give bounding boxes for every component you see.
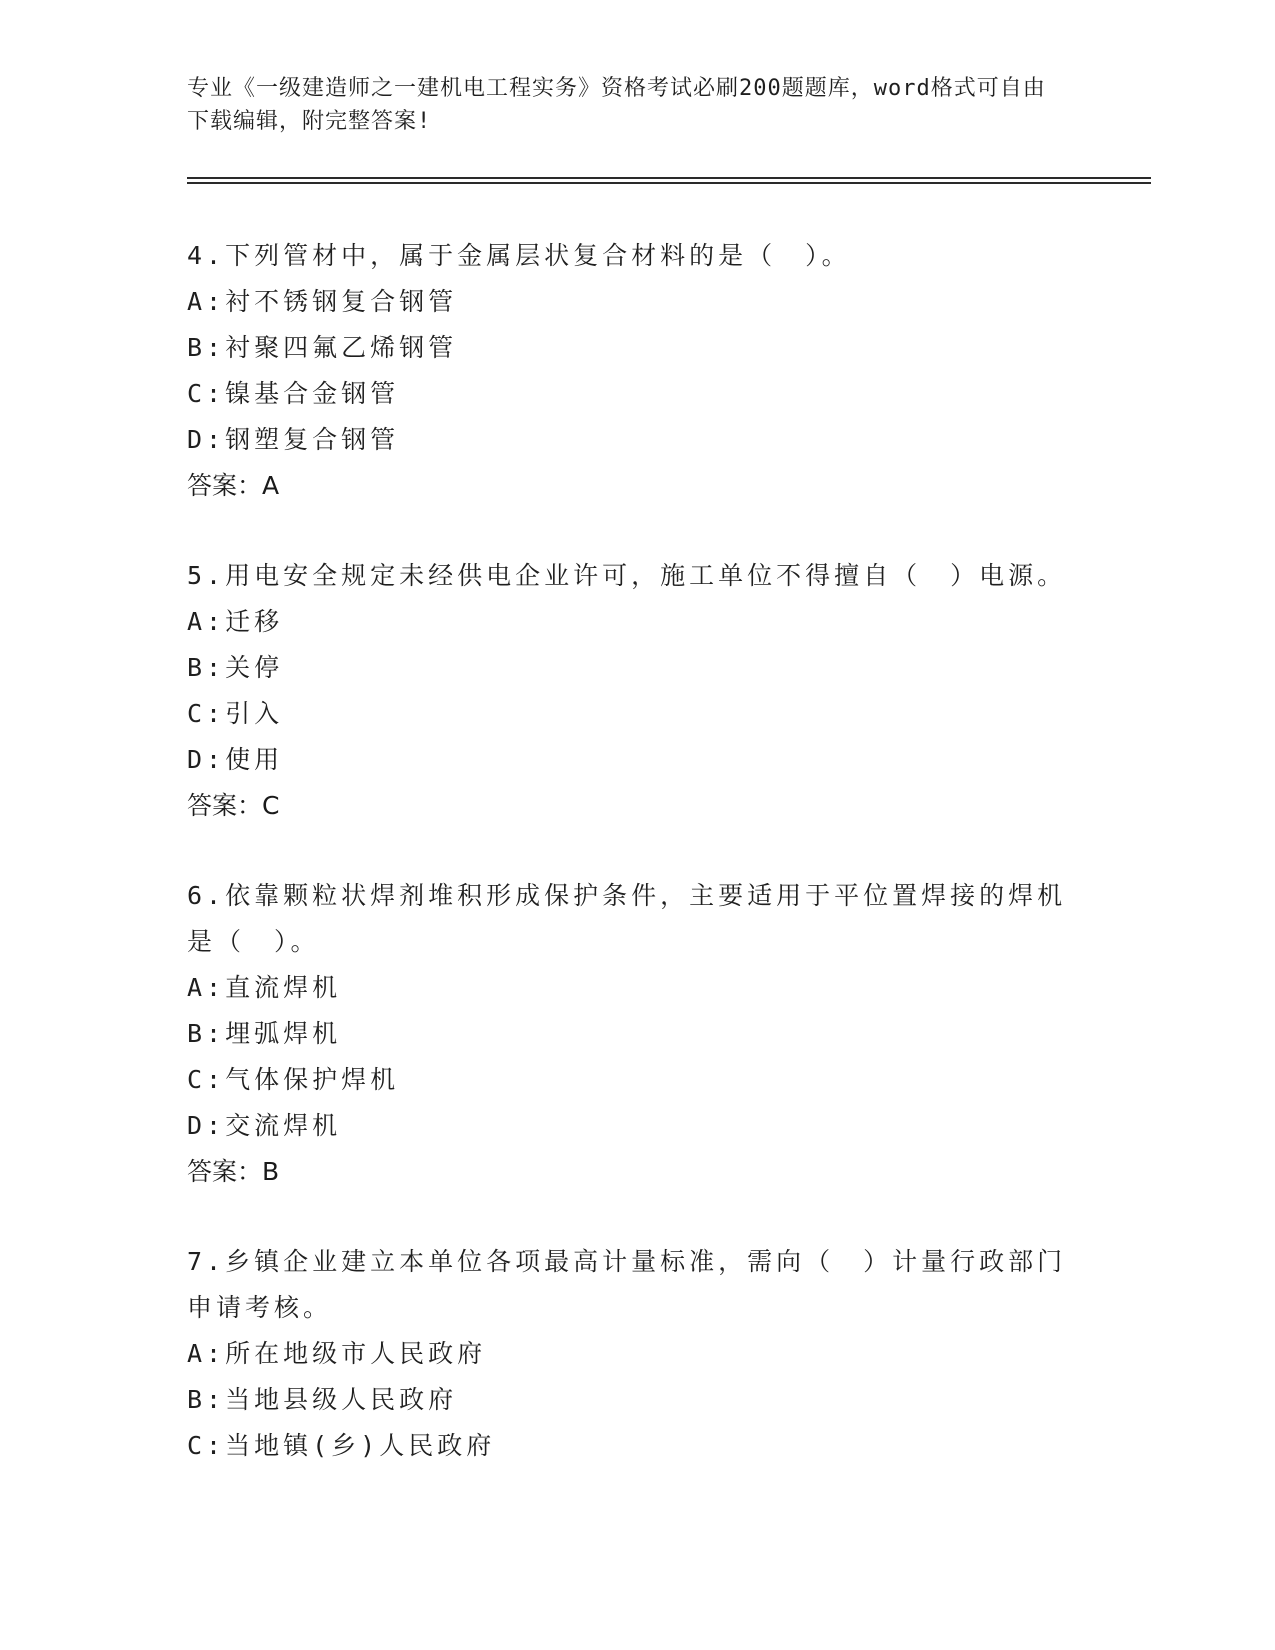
question-item <box>187 1239 1087 1469</box>
question-answer: 答案：B <box>187 1157 280 1186</box>
question-stem: 4.下列管材中，属于金属层状复合材料的是（ ）。 <box>187 241 851 270</box>
question-stem: 6.依靠颗粒状焊剂堆积形成保护条件，主要适用于平位置焊接的焊机是（ ）。 <box>187 881 1067 956</box>
question-answer: 答案：C <box>187 791 280 820</box>
question-option: D:交流焊机 <box>187 1111 342 1140</box>
question-stem: 5.用电安全规定未经供电企业许可，施工单位不得擅自（ ）电源。 <box>187 561 1067 590</box>
question-option: B:埋弧焊机 <box>187 1019 342 1048</box>
question-option: D:钢塑复合钢管 <box>187 425 400 454</box>
question-option: A:直流焊机 <box>187 973 342 1002</box>
question-item <box>187 553 1087 829</box>
question-answer: 答案：A <box>187 471 280 500</box>
header-divider-bottom <box>187 182 1151 184</box>
question-option: C:引入 <box>187 699 284 728</box>
question-option: B:关停 <box>187 653 284 682</box>
header-divider-top <box>187 177 1151 179</box>
question-option: A:衬不锈钢复合钢管 <box>187 287 458 316</box>
question-option: C:当地镇(乡)人民政府 <box>187 1431 496 1460</box>
question-item <box>187 233 1087 509</box>
document-intro: 专业《一级建造师之一建机电工程实务》资格考试必刷200题题库，word格式可自由下载编辑，附完整答案! <box>187 76 1046 134</box>
question-stem: 7.乡镇企业建立本单位各项最高计量标准，需向（ ）计量行政部门申请考核。 <box>187 1247 1067 1322</box>
question-option: A:所在地级市人民政府 <box>187 1339 487 1368</box>
question-option: B:衬聚四氟乙烯钢管 <box>187 333 458 362</box>
question-option: C:镍基合金钢管 <box>187 379 400 408</box>
question-option: C:气体保护焊机 <box>187 1065 400 1094</box>
question-list <box>187 233 1087 1513</box>
question-item <box>187 873 1087 1195</box>
question-option: A:迁移 <box>187 607 284 636</box>
question-option: B:当地县级人民政府 <box>187 1385 458 1414</box>
question-option: D:使用 <box>187 745 284 774</box>
